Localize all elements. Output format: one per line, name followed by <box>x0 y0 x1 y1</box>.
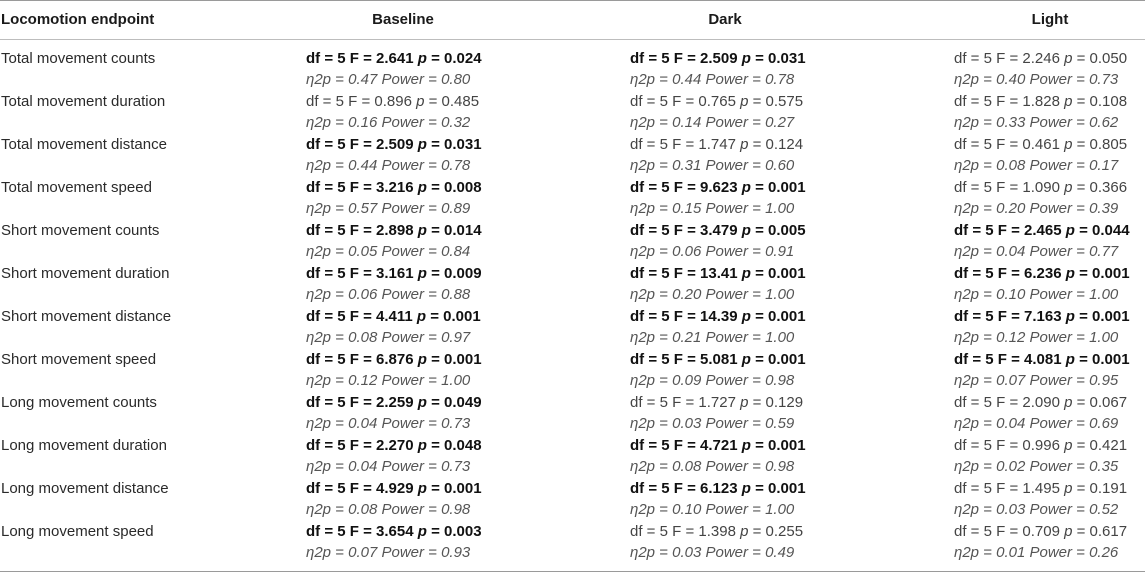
header-baseline: Baseline <box>372 11 434 28</box>
cell-dark <box>630 350 930 393</box>
effect-size-text: η2p = 0.12 Power = 1.00 <box>954 329 1119 346</box>
cell-light <box>954 307 1145 350</box>
stat-text: df = 5 F = 1.495 p = 0.191 <box>954 480 1128 497</box>
row-label: Total movement speed <box>1 179 152 196</box>
stat-text: df = 5 F = 2.090 p = 0.067 <box>954 394 1128 411</box>
table-row <box>0 307 1145 350</box>
cell-light <box>954 178 1145 221</box>
effect-size-text: η2p = 0.44 Power = 0.78 <box>306 157 471 174</box>
cell-dark <box>630 92 930 135</box>
stat-text: df = 5 F = 0.896 p = 0.485 <box>306 93 480 110</box>
row-label: Total movement distance <box>1 136 167 153</box>
effect-size-text: η2p = 0.02 Power = 0.35 <box>954 458 1119 475</box>
cell-baseline <box>306 49 606 92</box>
cell-baseline <box>306 221 606 264</box>
effect-size-text: η2p = 0.08 Power = 0.97 <box>306 329 471 346</box>
stat-text: df = 5 F = 0.709 p = 0.617 <box>954 523 1128 540</box>
header-light: Light <box>1031 11 1069 28</box>
effect-size-text: η2p = 0.05 Power = 0.84 <box>306 243 471 260</box>
row-label: Short movement distance <box>1 308 172 325</box>
cell-baseline <box>306 479 606 522</box>
table-row <box>0 135 1145 178</box>
header-endpoint: Locomotion endpoint <box>1 11 155 28</box>
cell-light <box>954 436 1145 479</box>
cell-light <box>954 49 1145 92</box>
table-header <box>0 0 1145 39</box>
stat-text: df = 5 F = 5.081 p = 0.001 <box>630 351 806 368</box>
cell-dark <box>630 49 930 92</box>
effect-size-text: η2p = 0.21 Power = 1.00 <box>630 329 795 346</box>
cell-dark <box>630 178 930 221</box>
effect-size-text: η2p = 0.16 Power = 0.32 <box>306 114 471 131</box>
effect-size-text: η2p = 0.08 Power = 0.98 <box>630 458 795 475</box>
cell-light <box>954 522 1145 565</box>
stat-text: df = 5 F = 3.479 p = 0.005 <box>630 222 806 239</box>
table-row <box>0 479 1145 522</box>
cell-dark <box>630 221 930 264</box>
effect-size-text: η2p = 0.14 Power = 0.27 <box>630 114 795 131</box>
row-label: Short movement counts <box>1 222 160 239</box>
stat-text: df = 5 F = 6.876 p = 0.001 <box>306 351 482 368</box>
stat-text: df = 5 F = 2.509 p = 0.031 <box>306 136 482 153</box>
cell-baseline <box>306 350 606 393</box>
effect-size-text: η2p = 0.47 Power = 0.80 <box>306 71 471 88</box>
row-label: Long movement distance <box>1 480 169 497</box>
effect-size-text: η2p = 0.44 Power = 0.78 <box>630 71 795 88</box>
stat-text: df = 5 F = 4.721 p = 0.001 <box>630 437 806 454</box>
cell-baseline <box>306 307 606 350</box>
stat-text: df = 5 F = 1.727 p = 0.129 <box>630 394 804 411</box>
effect-size-text: η2p = 0.06 Power = 0.88 <box>306 286 471 303</box>
row-label: Short movement duration <box>1 265 170 282</box>
stat-text: df = 5 F = 1.747 p = 0.124 <box>630 136 804 153</box>
table-row <box>0 92 1145 135</box>
stat-text: df = 5 F = 1.090 p = 0.366 <box>954 179 1128 196</box>
cell-baseline <box>306 135 606 178</box>
cell-dark <box>630 135 930 178</box>
stat-text: df = 5 F = 7.163 p = 0.001 <box>954 308 1130 325</box>
effect-size-text: η2p = 0.08 Power = 0.98 <box>306 501 471 518</box>
effect-size-text: η2p = 0.40 Power = 0.73 <box>954 71 1119 88</box>
row-label: Long movement speed <box>1 523 154 540</box>
row-label: Short movement speed <box>1 351 157 368</box>
stat-text: df = 5 F = 4.081 p = 0.001 <box>954 351 1130 368</box>
stat-text: df = 5 F = 3.654 p = 0.003 <box>306 523 482 540</box>
cell-baseline <box>306 92 606 135</box>
effect-size-text: η2p = 0.12 Power = 1.00 <box>306 372 471 389</box>
cell-light <box>954 92 1145 135</box>
effect-size-text: η2p = 0.06 Power = 0.91 <box>630 243 795 260</box>
cell-baseline <box>306 393 606 436</box>
effect-size-text: η2p = 0.15 Power = 1.00 <box>630 200 795 217</box>
stat-text: df = 5 F = 1.398 p = 0.255 <box>630 523 804 540</box>
cell-light <box>954 135 1145 178</box>
effect-size-text: η2p = 0.07 Power = 0.95 <box>954 372 1119 389</box>
stat-text: df = 5 F = 0.461 p = 0.805 <box>954 136 1128 153</box>
cell-dark <box>630 264 930 307</box>
stat-text: df = 5 F = 6.236 p = 0.001 <box>954 265 1130 282</box>
effect-size-text: η2p = 0.57 Power = 0.89 <box>306 200 471 217</box>
effect-size-text: η2p = 0.09 Power = 0.98 <box>630 372 795 389</box>
cell-light <box>954 350 1145 393</box>
stat-text: df = 5 F = 2.509 p = 0.031 <box>630 50 806 67</box>
table-row <box>0 522 1145 565</box>
stat-text: df = 5 F = 0.996 p = 0.421 <box>954 437 1128 454</box>
stat-text: df = 5 F = 3.161 p = 0.009 <box>306 265 482 282</box>
table-body <box>0 49 1145 565</box>
stat-text: df = 5 F = 0.765 p = 0.575 <box>630 93 804 110</box>
stat-text: df = 5 F = 6.123 p = 0.001 <box>630 480 806 497</box>
cell-dark <box>630 436 930 479</box>
effect-size-text: η2p = 0.03 Power = 0.59 <box>630 415 795 432</box>
row-label: Total movement counts <box>1 50 156 67</box>
cell-dark <box>630 307 930 350</box>
stat-text: df = 5 F = 9.623 p = 0.001 <box>630 179 806 196</box>
cell-light <box>954 479 1145 522</box>
effect-size-text: η2p = 0.31 Power = 0.60 <box>630 157 795 174</box>
table-row <box>0 178 1145 221</box>
stat-text: df = 5 F = 4.929 p = 0.001 <box>306 480 482 497</box>
stat-text: df = 5 F = 14.39 p = 0.001 <box>630 308 806 325</box>
effect-size-text: η2p = 0.33 Power = 0.62 <box>954 114 1119 131</box>
stat-text: df = 5 F = 2.259 p = 0.049 <box>306 394 482 411</box>
effect-size-text: η2p = 0.04 Power = 0.73 <box>306 415 471 432</box>
stat-text: df = 5 F = 3.216 p = 0.008 <box>306 179 482 196</box>
row-label: Long movement duration <box>1 437 167 454</box>
cell-light <box>954 393 1145 436</box>
table-row <box>0 264 1145 307</box>
table-row <box>0 393 1145 436</box>
effect-size-text: η2p = 0.20 Power = 0.39 <box>954 200 1119 217</box>
stat-text: df = 5 F = 4.411 p = 0.001 <box>306 308 481 325</box>
effect-size-text: η2p = 0.04 Power = 0.77 <box>954 243 1119 260</box>
effect-size-text: η2p = 0.20 Power = 1.00 <box>630 286 795 303</box>
stat-text: df = 5 F = 2.465 p = 0.044 <box>954 222 1130 239</box>
stat-text: df = 5 F = 2.641 p = 0.024 <box>306 50 482 67</box>
table-bottom-rule <box>0 571 1145 572</box>
header-dark: Dark <box>708 11 742 28</box>
table-row <box>0 49 1145 92</box>
effect-size-text: η2p = 0.03 Power = 0.49 <box>630 544 795 561</box>
effect-size-text: η2p = 0.04 Power = 0.73 <box>306 458 471 475</box>
stat-text: df = 5 F = 2.898 p = 0.014 <box>306 222 482 239</box>
effect-size-text: η2p = 0.10 Power = 1.00 <box>954 286 1119 303</box>
cell-dark <box>630 522 930 565</box>
effect-size-text: η2p = 0.07 Power = 0.93 <box>306 544 471 561</box>
table-header-rule <box>0 39 1145 40</box>
effect-size-text: η2p = 0.04 Power = 0.69 <box>954 415 1119 432</box>
effect-size-text: η2p = 0.08 Power = 0.17 <box>954 157 1119 174</box>
row-label: Total movement duration <box>1 93 166 110</box>
cell-baseline <box>306 436 606 479</box>
stat-text: df = 5 F = 1.828 p = 0.108 <box>954 93 1128 110</box>
stat-text: df = 5 F = 2.270 p = 0.048 <box>306 437 482 454</box>
effect-size-text: η2p = 0.10 Power = 1.00 <box>630 501 795 518</box>
table-row <box>0 350 1145 393</box>
cell-baseline <box>306 264 606 307</box>
cell-dark <box>630 479 930 522</box>
stat-text: df = 5 F = 2.246 p = 0.050 <box>954 50 1128 67</box>
effect-size-text: η2p = 0.01 Power = 0.26 <box>954 544 1119 561</box>
stat-text: df = 5 F = 13.41 p = 0.001 <box>630 265 806 282</box>
cell-baseline <box>306 178 606 221</box>
effect-size-text: η2p = 0.03 Power = 0.52 <box>954 501 1119 518</box>
cell-baseline <box>306 522 606 565</box>
cell-light <box>954 264 1145 307</box>
table-row <box>0 436 1145 479</box>
cell-dark <box>630 393 930 436</box>
row-label: Long movement counts <box>1 394 157 411</box>
table-row <box>0 221 1145 264</box>
cell-light <box>954 221 1145 264</box>
